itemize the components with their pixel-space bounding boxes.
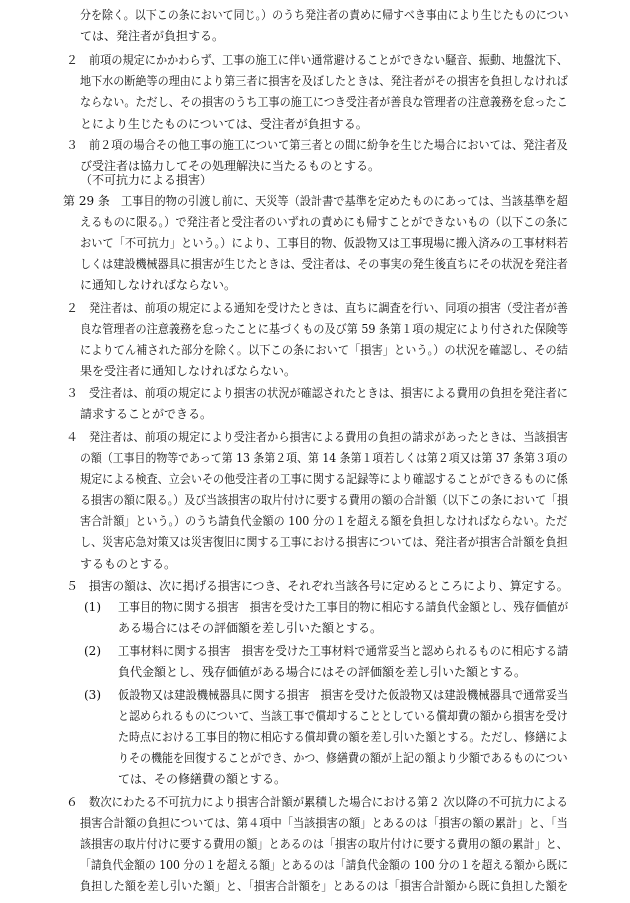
paragraph-number: ５ xyxy=(66,579,79,594)
text-line: 請求することができる。 xyxy=(80,407,213,422)
text-line: ならない。ただし、その損害のうち工事の施工につき受注者が善良な管理者の注意義務を怠ったこ xyxy=(80,95,568,110)
text-line: 良な管理者の注意義務を怠ったことに基づくもの及び第 59 条第１項の規定により付された保険等 xyxy=(80,321,568,336)
text-line: とにより生じたものについては、受注者が負担する。 xyxy=(80,116,368,131)
text-line: 発注者は、前項の規定により受注者から損害による費用の負担の請求があったときは、当該損害 xyxy=(89,430,568,445)
text-line: 負代金額とし、残存価値がある場合にはその評価額を差し引いた額とする。 xyxy=(118,665,527,680)
item-number: (3) xyxy=(84,687,101,702)
article-heading: （不可抗力による損害） xyxy=(80,172,213,187)
text-line: に通知しなければならない。 xyxy=(80,277,237,292)
text-line: 前項の規定にかかわらず、工事の施工に伴い通常避けることができない騒音、振動、地盤沈下、 xyxy=(89,53,568,68)
text-line: 損害の額は、次に掲げる損害につき、それぞれ当該各号に定めるところにより、算定する。 xyxy=(89,579,569,594)
text-line: の額（工事目的物等であって第 13 条第２項、第 14 条第１項若しくは第２項又は第 37 条第３項の xyxy=(80,451,568,466)
text-line: ある場合にはその評価額を差し引いた額とする。 xyxy=(118,621,383,636)
text-line: 該損害の取片付けに要する費用の額」とあるのは「損害の取片付けに要する費用の額の累計」と、 xyxy=(80,836,568,851)
text-line: 数次にわたる不可抗力により損害合計額が累積した場合における第２ 次以降の不可抗力による xyxy=(89,794,568,809)
item-number: (2) xyxy=(84,644,101,659)
text-line: 前２項の場合その他工事の施工について第三者との間に紛争を生じた場合においては、発注者及 xyxy=(89,137,568,152)
paragraph-number: ３ xyxy=(66,386,79,401)
text-line: 発注者は、前項の規定による通知を受けたときは、直ちに調査を行い、同項の損害（受注者が善 xyxy=(89,300,568,315)
text-line: 工事材料に関する損害 損害を受けた工事材料で通常妥当と認められるものに相応する請 xyxy=(118,644,569,659)
paragraph-number: ６ xyxy=(66,794,79,809)
paragraph-number: ２ xyxy=(66,53,79,68)
text-line: 損害合計額の負担については、第４項中「当該損害の額」とあるのは「損害の額の累計」と、「当 xyxy=(80,815,568,830)
text-line: 負担した額を差し引いた額」と、「損害合計額を」とあるのは「損害合計額から既に負担した額を xyxy=(80,879,569,893)
text-line: と認められるものについて、当該工事で償却することとしている償却費の額から損害を受け xyxy=(118,709,568,723)
text-line: 分を除く。以下この条において同じ。）のうち発注者の責めに帰すべき事由により生じたものについ xyxy=(80,7,569,22)
text-line: 害合計額」という。）のうち請負代金額の 100 分の１を超える額を負担しなければならない。ただ xyxy=(80,514,568,529)
text-line: 受注者は、前項の規定により損害の状況が確認されたときは、損害による費用の負担を発注者に xyxy=(89,386,568,401)
text-line: 果を受注者に通知しなければならない。 xyxy=(80,363,297,378)
text-line: しくは建設機械器具に損害が生じたときは、受注者は、その事実の発生後直ちにその状況を発注者 xyxy=(80,256,568,271)
text-line: 仮設物又は建設機械器具に関する損害 損害を受けた仮設物又は建設機械器具で通常妥当 xyxy=(118,687,569,702)
text-line: おいて「不可抗力」という。）により、工事目的物、仮設物又は工事現場に搬入済みの工事材料若 xyxy=(80,235,569,250)
text-line: 「請負代金額の 100 分の１を超える額」とあるのは「請負代金額の 100 分の１を超える額から既に xyxy=(80,858,569,872)
item-number: (1) xyxy=(84,600,101,615)
text-line: 工事目的物の引渡し前に、天災等（設計書で基準を定めたものにあっては、当該基準を超 xyxy=(121,193,568,208)
text-line: ては、その修繕費の額とする。 xyxy=(118,772,287,787)
paragraph-number: ４ xyxy=(66,430,79,445)
text-line: し、災害応急対策又は災害復旧に関する工事における損害については、発注者が損害合計額を負担 xyxy=(80,535,568,550)
article-number: 第 29 条 xyxy=(63,193,110,208)
text-line: た時点における工事目的物に相応する償却費の額を差し引いた額とする。ただし、修繕によ xyxy=(118,730,569,744)
text-line: するものとする。 xyxy=(80,556,177,571)
text-line: ては、発注者が負担する。 xyxy=(80,28,225,43)
paragraph-number: ２ xyxy=(66,300,79,315)
text-line: る損害の額に限る。）及び当該損害の取片付けに要する費用の額の合計額（以下この条において「損 xyxy=(80,493,569,508)
text-line: 規定による検査、立会いその他受注者の工事に関する記録等により確認することができるものに係 xyxy=(80,472,568,487)
paragraph-number: ３ xyxy=(66,137,79,152)
text-line: によりてん補された部分を除く。以下この条において「損害」という。）の状況を確認し、その結 xyxy=(80,342,568,357)
text-line: び受注者は協力してその処理解決に当たるものとする。 xyxy=(80,158,381,173)
text-line: えるものに限る。）で発注者と受注者のいずれの責めにも帰すことができないもの（以下この条に xyxy=(80,214,569,229)
text-line: 地下水の断絶等の理由により第三者に損害を及ぼしたときは、発注者がその損害を負担しなければ xyxy=(80,74,568,89)
text-line: 工事目的物に関する損害 損害を受けた工事目的物に相応する請負代金額とし、残存価値が xyxy=(118,600,569,615)
text-line: りその機能を回復することができ、かつ、修繕費の額が上記の額より少額であるものについ xyxy=(118,751,568,765)
